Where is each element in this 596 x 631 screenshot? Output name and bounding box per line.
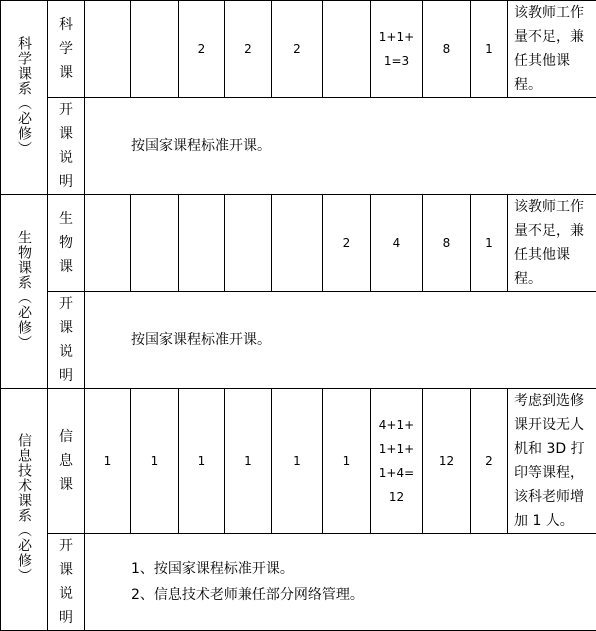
remark-line: 该教师工作 — [514, 1, 590, 25]
value-cell — [179, 195, 225, 292]
explain-label-char: 课 — [48, 558, 84, 582]
value-cell: 1 — [179, 389, 225, 534]
value-cell: 8 — [423, 195, 471, 292]
value-cell: 1 — [225, 389, 272, 534]
calc-cell — [371, 195, 423, 292]
value-cell: 1 — [471, 1, 508, 98]
category-char: 物 — [16, 245, 32, 260]
course-name-char: 生 — [48, 207, 84, 231]
explain-label-char: 课 — [48, 122, 84, 146]
course-name-char: 物 — [48, 231, 84, 255]
course-row — [1, 1, 596, 98]
explain-line: 2、信息技术老师兼任部分网络管理。 — [131, 582, 596, 608]
category-char: 课 — [16, 493, 32, 508]
calc-cell — [371, 389, 423, 534]
explain-text-cell — [85, 534, 596, 631]
explain-label-char: 明 — [48, 606, 84, 630]
category-char: 术 — [16, 478, 32, 493]
course-name-cell — [48, 1, 85, 98]
value-cell — [225, 195, 272, 292]
remark-line: 机和 3D 打 — [514, 437, 590, 461]
table-body — [1, 1, 596, 631]
category-cell — [1, 389, 48, 631]
calc-line: 1+4= — [371, 461, 422, 485]
category-char: 技 — [16, 463, 32, 478]
value-cell — [85, 1, 131, 98]
explain-label-char: 说 — [48, 340, 84, 364]
value-cell — [131, 195, 179, 292]
remark-line: 量不足，兼 — [514, 219, 590, 243]
course-name-cell — [48, 195, 85, 292]
course-row — [1, 195, 596, 292]
calc-line: 12 — [371, 485, 422, 509]
category-char: 必 — [16, 538, 32, 553]
remark-line: 考虑到选修 — [514, 389, 590, 413]
category-char: （ — [16, 96, 32, 111]
course-name-char: 课 — [48, 61, 84, 85]
remark-line: 印等课程， — [514, 461, 590, 485]
value-cell: 2 — [272, 1, 323, 98]
category-char: 必 — [16, 111, 32, 126]
category-char: （ — [16, 523, 32, 538]
course-name-char: 科 — [48, 13, 84, 37]
course-name-cell — [48, 389, 85, 534]
course-row — [1, 389, 596, 534]
explain-line: 按国家课程标准开课。 — [131, 133, 596, 159]
value-cell: 1 — [85, 389, 131, 534]
category-label — [16, 36, 32, 156]
explain-row — [1, 534, 596, 631]
value-cell — [85, 195, 131, 292]
value-cell: 1 — [323, 389, 371, 534]
value-cell: 8 — [423, 1, 471, 98]
category-char: 课 — [16, 66, 32, 81]
value-cell: 2 — [179, 1, 225, 98]
value-cell — [131, 1, 179, 98]
value-cell: 12 — [423, 389, 471, 534]
category-label — [16, 433, 32, 583]
value-cell: 2 — [471, 389, 508, 534]
category-label — [16, 230, 32, 350]
remark-line: 量不足，兼 — [514, 25, 590, 49]
explain-label-char: 开 — [48, 292, 84, 316]
category-char: 系 — [16, 275, 32, 290]
category-char: 系 — [16, 81, 32, 96]
remark-cell — [508, 389, 596, 534]
explain-label-char: 明 — [48, 170, 84, 194]
calc-value: 4 — [371, 231, 422, 255]
calc-line: 1+1+ — [371, 437, 422, 461]
calc-line: 1+1+ — [371, 25, 422, 49]
remark-cell — [508, 1, 596, 98]
calc-line: 1=3 — [371, 49, 422, 73]
value-cell — [323, 1, 371, 98]
explain-text-cell — [85, 98, 596, 195]
explain-label-char: 明 — [48, 364, 84, 388]
calc-cell — [371, 1, 423, 98]
category-char: 信 — [16, 433, 32, 448]
category-char: 课 — [16, 260, 32, 275]
category-char: 系 — [16, 508, 32, 523]
value-cell: 2 — [323, 195, 371, 292]
remark-cell — [508, 195, 596, 292]
explain-label-cell — [48, 292, 85, 389]
remark-line: 程。 — [514, 267, 590, 291]
explain-label-cell — [48, 98, 85, 195]
remark-line: 程。 — [514, 73, 590, 97]
category-char: ） — [16, 335, 32, 350]
course-name-char: 信 — [48, 425, 84, 449]
remark-line: 该教师工作 — [514, 195, 590, 219]
explain-label-char: 开 — [48, 98, 84, 122]
course-name-char: 息 — [48, 449, 84, 473]
explain-label-cell — [48, 534, 85, 631]
calc-line: 4+1+ — [371, 413, 422, 437]
explain-label-char: 课 — [48, 316, 84, 340]
category-char: 修 — [16, 553, 32, 568]
course-name-char: 课 — [48, 255, 84, 279]
explain-text-cell — [85, 292, 596, 389]
category-char: 生 — [16, 230, 32, 245]
explain-row — [1, 98, 596, 195]
value-cell: 1 — [272, 389, 323, 534]
explain-label-char: 开 — [48, 534, 84, 558]
value-cell — [272, 195, 323, 292]
remark-line: 该科老师增 — [514, 485, 590, 509]
value-cell: 1 — [471, 195, 508, 292]
category-char: 修 — [16, 126, 32, 141]
category-char: 学 — [16, 51, 32, 66]
course-name-char: 课 — [48, 473, 84, 497]
category-char: 息 — [16, 448, 32, 463]
remark-line: 任其他课 — [514, 243, 590, 267]
value-cell: 2 — [225, 1, 272, 98]
category-char: ） — [16, 141, 32, 156]
category-char: 科 — [16, 36, 32, 51]
remark-line: 任其他课 — [514, 49, 590, 73]
explain-line: 1、按国家课程标准开课。 — [131, 556, 596, 582]
remark-line: 课开设无人 — [514, 413, 590, 437]
category-char: （ — [16, 290, 32, 305]
category-cell — [1, 195, 48, 389]
explain-label-char: 说 — [48, 582, 84, 606]
category-cell — [1, 1, 48, 195]
explain-row — [1, 292, 596, 389]
explain-line: 按国家课程标准开课。 — [131, 327, 596, 353]
category-char: 修 — [16, 320, 32, 335]
remark-line: 加 1 人。 — [514, 509, 590, 533]
category-char: ） — [16, 568, 32, 583]
explain-label-char: 说 — [48, 146, 84, 170]
category-char: 必 — [16, 305, 32, 320]
course-name-char: 学 — [48, 37, 84, 61]
value-cell: 1 — [131, 389, 179, 534]
